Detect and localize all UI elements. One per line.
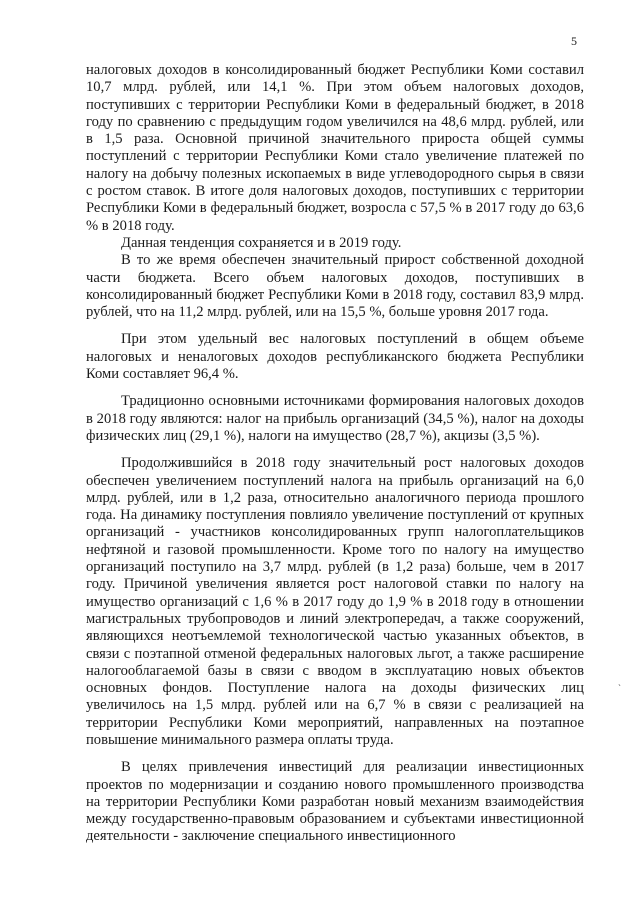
stray-mark: ` bbox=[618, 683, 621, 693]
paragraph-5: Традиционно основными источниками формирования налоговых доходов в 2018 году являются: налог на прибыль организаций (34,5 %), налог на доходы физических лиц (29,1 %), налоги на имущество (28,7 %), акцизы (3,5 %). bbox=[86, 393, 584, 444]
paragraph-1: налоговых доходов в консолидированный бюджет Республики Коми составил 10,7 млрд. рублей, или 14,1 %. При этом объем налоговых доходов, поступивших с территории Республики Коми в федеральный бюджет, в 2018 году по сравнению с предыдущим годом увеличился на 48,6 млрд. рублей, или в 1,5 раза. Основной причиной значительного прироста общей суммы поступлений с территории Республики Коми стало увеличение платежей по налогу на добычу полезных ископаемых в виде углеводородного сырья в связи с ростом ставок. В итоге доля налоговых доходов, поступивших с территории Республики Коми в федеральный бюджет, возросла с 57,5 % в 2017 году до 63,6 % в 2018 году. bbox=[86, 62, 584, 234]
page-number: 5 bbox=[571, 34, 577, 48]
document-body bbox=[86, 62, 584, 846]
paragraph-3: В то же время обеспечен значительный прирост собственной доходной части бюджета. Всего объем налоговых доходов, поступивших в консолидированный бюджет Республики Коми в 2018 году, составил 83,9 млрд. рублей, что на 11,2 млрд. рублей, или на 15,5 %, больше уровня 2017 года. bbox=[86, 252, 584, 321]
paragraph-2: Данная тенденция сохраняется и в 2019 году. bbox=[121, 234, 402, 251]
paragraph-6: Продолжившийся в 2018 году значительный рост налоговых доходов обеспечен увеличением поступлений налога на прибыль организаций на 6,0 млрд. рублей, или в 1,2 раза, относительно аналогичного периода прошлого года. На динамику поступления повлияло увеличение поступлений от крупных организаций - участников консолидированных групп налогоплательщиков нефтяной и газовой промышленности. Кроме того по налогу на имущество организаций поступило на 3,7 млрд. рублей (в 1,2 раза) больше, чем в 2017 году. Причиной увеличения является рост налоговой ставки по налогу на имущество организаций с 1,6 % в 2017 году до 1,9 % в 2018 году в отношении магистральных трубопроводов и линий электропередач, а также сооружений, являющихся неотъемлемой технологической частью указанных объектов, в связи с поэтапной отменой федеральных налоговых льгот, а также расширение налогооблагаемой базы в связи с вводом в эксплуатацию новых объектов основных фондов. Поступление налога на доходы физических лиц увеличилось на 1,5 млрд. рублей или на 6,7 % в связи с реализацией на территории Республики Коми мероприятий, направленных на поэтапное повышение минимального размера оплаты труда. bbox=[86, 455, 584, 748]
paragraph-7: В целях привлечения инвестиций для реализации инвестиционных проектов по модернизации и созданию нового промышленного производства на территории Республики Коми разработан новый механизм взаимодействия между государственно-правовым образованием и субъектами инвестиционной деятельности - заключение специального инвестиционного bbox=[86, 759, 584, 845]
paragraph-4: При этом удельный вес налоговых поступлений в общем объеме налоговых и неналоговых доходов республиканского бюджета Республики Коми составляет 96,4 %. bbox=[86, 331, 584, 383]
